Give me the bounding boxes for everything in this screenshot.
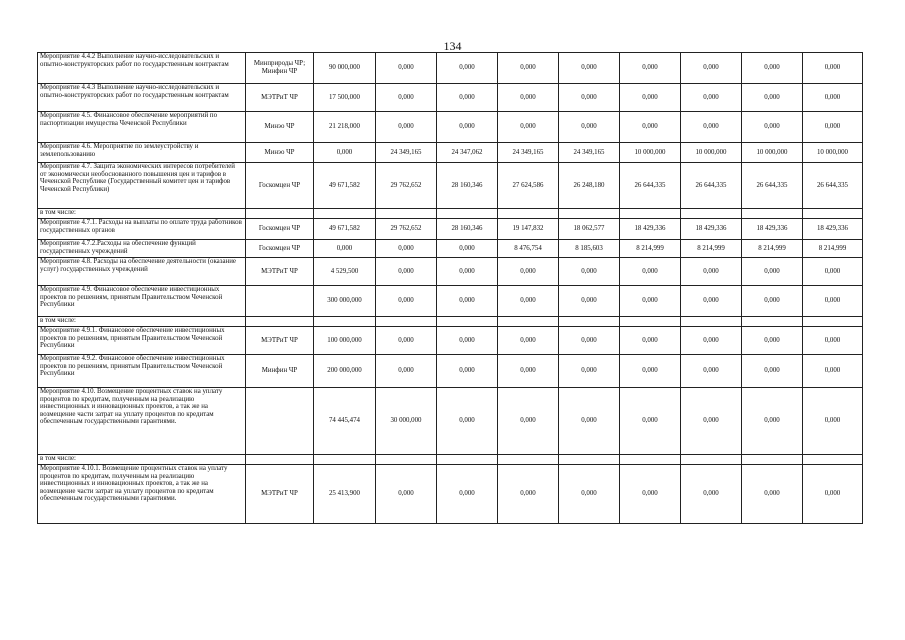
executor-cell — [246, 209, 314, 219]
value-cell: 0,000 — [376, 84, 437, 112]
value-cell: 0,000 — [803, 388, 863, 455]
value-cell: 300 000,000 — [314, 286, 376, 317]
value-cell: 0,000 — [498, 327, 559, 355]
value-cell: 0,000 — [437, 465, 498, 524]
value-cell: 0,000 — [620, 258, 681, 286]
table-row — [38, 388, 863, 455]
value-cell: 0,000 — [498, 112, 559, 143]
value-cell: 26 248,180 — [559, 163, 620, 209]
value-cell: 0,000 — [681, 258, 742, 286]
value-cell: 25 413,900 — [314, 465, 376, 524]
table-row — [38, 53, 863, 84]
value-cell: 10 000,000 — [620, 143, 681, 163]
value-cell — [803, 317, 863, 327]
executor-cell: Госкомцен ЧР — [246, 163, 314, 209]
value-cell: 0,000 — [742, 53, 803, 84]
value-cell: 0,000 — [437, 286, 498, 317]
value-cell: 17 500,000 — [314, 84, 376, 112]
value-cell — [314, 209, 376, 219]
value-cell: 200 000,000 — [314, 355, 376, 388]
activity-name-cell: Мероприятие 4.10. Возмещение процентных ставок на уплату процентов по кредитам, полученным на реализацию инвестиционных и инновационных проектов, а так же на возмещение части затрат на уплату процентов по кредитам обеспеченным государственными гарантиями. — [38, 388, 246, 455]
value-cell: 26 644,335 — [803, 163, 863, 209]
table-row — [38, 455, 863, 465]
value-cell: 18 429,336 — [620, 219, 681, 240]
value-cell: 0,000 — [681, 388, 742, 455]
executor-cell: Госкомцен ЧР — [246, 240, 314, 258]
value-cell: 18 429,336 — [681, 219, 742, 240]
value-cell — [559, 209, 620, 219]
value-cell: 0,000 — [559, 388, 620, 455]
value-cell: 10 000,000 — [681, 143, 742, 163]
value-cell: 90 000,000 — [314, 53, 376, 84]
value-cell: 0,000 — [620, 355, 681, 388]
value-cell — [437, 317, 498, 327]
value-cell: 49 671,582 — [314, 163, 376, 209]
value-cell: 0,000 — [314, 143, 376, 163]
executor-cell: МЭТРиТ ЧР — [246, 327, 314, 355]
value-cell: 0,000 — [559, 84, 620, 112]
value-cell — [559, 455, 620, 465]
value-cell — [498, 317, 559, 327]
value-cell: 0,000 — [681, 112, 742, 143]
value-cell: 18 429,336 — [803, 219, 863, 240]
value-cell — [376, 209, 437, 219]
value-cell: 0,000 — [803, 53, 863, 84]
value-cell: 0,000 — [376, 327, 437, 355]
activity-name-cell: Мероприятие 4.4.3 Выполнение научно-исследовательских и опытно-конструкторских работ по государственным контрактам — [38, 84, 246, 112]
value-cell: 0,000 — [620, 465, 681, 524]
executor-cell: Минфин ЧР — [246, 355, 314, 388]
value-cell: 0,000 — [742, 286, 803, 317]
value-cell: 0,000 — [742, 258, 803, 286]
table-row — [38, 112, 863, 143]
value-cell: 0,000 — [437, 388, 498, 455]
executor-cell: Минэо ЧР — [246, 143, 314, 163]
value-cell: 0,000 — [559, 465, 620, 524]
value-cell — [620, 455, 681, 465]
value-cell: 0,000 — [620, 327, 681, 355]
value-cell: 49 671,582 — [314, 219, 376, 240]
value-cell: 0,000 — [437, 327, 498, 355]
value-cell: 26 644,335 — [681, 163, 742, 209]
executor-cell: МЭТРиТ ЧР — [246, 84, 314, 112]
activity-name-cell: Мероприятие 4.9. Финансовое обеспечение инвестиционных проектов по решениям, принятым Правительством Чеченской Республики — [38, 286, 246, 317]
value-cell: 0,000 — [498, 258, 559, 286]
value-cell: 0,000 — [620, 53, 681, 84]
value-cell — [437, 455, 498, 465]
activity-name-cell: Мероприятие 4.9.1. Финансовое обеспечение инвестиционных проектов по решениям, принятым Правительством Чеченской Республики — [38, 327, 246, 355]
value-cell: 0,000 — [681, 84, 742, 112]
activity-name-cell: в том числе: — [38, 455, 246, 465]
activity-name-cell: Мероприятие 4.6. Мероприятие по землеустройству и землепользованию — [38, 143, 246, 163]
executor-cell: Минприроды ЧР; Минфин ЧР — [246, 53, 314, 84]
activity-name-cell: Мероприятие 4.9.2. Финансовое обеспечение инвестиционных проектов по решениям, принятым Правительством Чеченской Республики — [38, 355, 246, 388]
value-cell: 0,000 — [803, 327, 863, 355]
table-row — [38, 286, 863, 317]
value-cell: 0,000 — [620, 388, 681, 455]
value-cell: 0,000 — [742, 84, 803, 112]
value-cell: 0,000 — [620, 112, 681, 143]
value-cell: 0,000 — [559, 327, 620, 355]
value-cell: 0,000 — [437, 53, 498, 84]
value-cell: 0,000 — [498, 355, 559, 388]
value-cell: 0,000 — [498, 465, 559, 524]
value-cell: 0,000 — [681, 465, 742, 524]
value-cell: 0,000 — [559, 286, 620, 317]
value-cell: 100 000,000 — [314, 327, 376, 355]
value-cell: 0,000 — [742, 327, 803, 355]
value-cell: 27 624,586 — [498, 163, 559, 209]
page-number: 134 — [443, 39, 462, 53]
value-cell: 0,000 — [803, 112, 863, 143]
value-cell: 21 218,000 — [314, 112, 376, 143]
table-row — [38, 163, 863, 209]
value-cell: 0,000 — [376, 465, 437, 524]
value-cell — [742, 455, 803, 465]
value-cell: 24 347,062 — [437, 143, 498, 163]
value-cell: 0,000 — [376, 240, 437, 258]
table-row — [38, 258, 863, 286]
value-cell: 10 000,000 — [803, 143, 863, 163]
value-cell: 0,000 — [681, 286, 742, 317]
value-cell: 0,000 — [437, 240, 498, 258]
value-cell: 26 644,335 — [742, 163, 803, 209]
value-cell: 0,000 — [376, 112, 437, 143]
value-cell: 0,000 — [620, 84, 681, 112]
value-cell — [314, 317, 376, 327]
value-cell: 0,000 — [437, 112, 498, 143]
table-row — [38, 143, 863, 163]
value-cell: 18 062,577 — [559, 219, 620, 240]
value-cell: 8 214,999 — [803, 240, 863, 258]
executor-cell: Госкомцен ЧР — [246, 219, 314, 240]
value-cell: 0,000 — [559, 53, 620, 84]
table-row — [38, 240, 863, 258]
value-cell — [498, 455, 559, 465]
activity-name-cell: Мероприятие 4.7.1. Расходы на выплаты по оплате труда работников государственных органов — [38, 219, 246, 240]
value-cell: 28 160,346 — [437, 163, 498, 209]
executor-cell: Минэо ЧР — [246, 112, 314, 143]
value-cell — [620, 209, 681, 219]
value-cell: 18 429,336 — [742, 219, 803, 240]
value-cell — [376, 317, 437, 327]
value-cell: 0,000 — [376, 286, 437, 317]
value-cell — [498, 209, 559, 219]
value-cell: 0,000 — [559, 112, 620, 143]
executor-cell — [246, 388, 314, 455]
value-cell: 0,000 — [498, 53, 559, 84]
value-cell: 0,000 — [803, 465, 863, 524]
value-cell: 29 762,652 — [376, 219, 437, 240]
table-body — [38, 53, 863, 524]
value-cell: 74 445,474 — [314, 388, 376, 455]
value-cell: 0,000 — [498, 286, 559, 317]
value-cell — [437, 209, 498, 219]
value-cell: 0,000 — [376, 258, 437, 286]
value-cell: 0,000 — [742, 355, 803, 388]
activity-name-cell: в том числе: — [38, 209, 246, 219]
table-row — [38, 355, 863, 388]
value-cell: 30 000,000 — [376, 388, 437, 455]
value-cell: 0,000 — [803, 286, 863, 317]
executor-cell — [246, 317, 314, 327]
value-cell — [314, 455, 376, 465]
table-row — [38, 317, 863, 327]
value-cell: 26 644,335 — [620, 163, 681, 209]
value-cell — [803, 455, 863, 465]
activity-name-cell: в том числе: — [38, 317, 246, 327]
table-row — [38, 465, 863, 524]
value-cell: 19 147,832 — [498, 219, 559, 240]
value-cell: 0,000 — [498, 388, 559, 455]
value-cell: 0,000 — [620, 286, 681, 317]
activity-name-cell: Мероприятие 4.4.2 Выполнение научно-исследовательских и опытно-конструкторских работ по государственным контрактам — [38, 53, 246, 84]
value-cell: 28 160,346 — [437, 219, 498, 240]
value-cell: 8 214,999 — [681, 240, 742, 258]
value-cell: 4 529,500 — [314, 258, 376, 286]
value-cell — [376, 455, 437, 465]
value-cell: 8 476,754 — [498, 240, 559, 258]
value-cell — [742, 209, 803, 219]
value-cell: 0,000 — [559, 258, 620, 286]
value-cell: 0,000 — [742, 112, 803, 143]
value-cell: 0,000 — [803, 258, 863, 286]
value-cell: 24 349,165 — [559, 143, 620, 163]
table-row — [38, 219, 863, 240]
value-cell: 0,000 — [742, 465, 803, 524]
value-cell: 0,000 — [559, 355, 620, 388]
value-cell — [681, 455, 742, 465]
value-cell: 24 349,165 — [498, 143, 559, 163]
value-cell: 0,000 — [376, 355, 437, 388]
value-cell — [742, 317, 803, 327]
value-cell: 0,000 — [376, 53, 437, 84]
activity-name-cell: Мероприятие 4.10.1. Возмещение процентных ставок на уплату процентов по кредитам, полученным на реализацию инвестиционных и инновационных проектов, а так же на возмещение части затрат на уплату процентов по кредитам обеспеченным государственными гарантиями. — [38, 465, 246, 524]
value-cell: 0,000 — [681, 53, 742, 84]
value-cell — [559, 317, 620, 327]
value-cell: 0,000 — [437, 355, 498, 388]
table-row — [38, 84, 863, 112]
budget-table — [37, 52, 863, 524]
value-cell: 8 185,603 — [559, 240, 620, 258]
value-cell: 0,000 — [498, 84, 559, 112]
value-cell: 0,000 — [437, 258, 498, 286]
value-cell: 29 762,652 — [376, 163, 437, 209]
value-cell — [620, 317, 681, 327]
value-cell: 0,000 — [681, 327, 742, 355]
value-cell — [681, 209, 742, 219]
executor-cell: МЭТРиТ ЧР — [246, 465, 314, 524]
activity-name-cell: Мероприятие 4.7.2.Расходы на обеспечение функций государственных учреждений — [38, 240, 246, 258]
executor-cell — [246, 286, 314, 317]
executor-cell: МЭТРиТ ЧР — [246, 258, 314, 286]
value-cell: 24 349,165 — [376, 143, 437, 163]
value-cell — [681, 317, 742, 327]
executor-cell — [246, 455, 314, 465]
value-cell: 0,000 — [803, 84, 863, 112]
value-cell: 10 000,000 — [742, 143, 803, 163]
value-cell: 0,000 — [681, 355, 742, 388]
activity-name-cell: Мероприятие 4.8. Расходы на обеспечение деятельности (оказание услуг) государственных учреждений — [38, 258, 246, 286]
table-row — [38, 327, 863, 355]
value-cell: 0,000 — [437, 84, 498, 112]
activity-name-cell: Мероприятие 4.5. Финансовое обеспечение мероприятий по паспортизации имущества Чеченской Республики — [38, 112, 246, 143]
value-cell: 0,000 — [314, 240, 376, 258]
value-cell — [803, 209, 863, 219]
activity-name-cell: Мероприятие 4.7. Защита экономических интересов потребителей от экономически необоснованного повышения цен и тарифов в Чеченской Республике (Государственный комитет цен и тарифов Чеченской Республики) — [38, 163, 246, 209]
value-cell: 8 214,999 — [742, 240, 803, 258]
table-row — [38, 209, 863, 219]
value-cell: 0,000 — [803, 355, 863, 388]
value-cell: 8 214,999 — [620, 240, 681, 258]
value-cell: 0,000 — [742, 388, 803, 455]
